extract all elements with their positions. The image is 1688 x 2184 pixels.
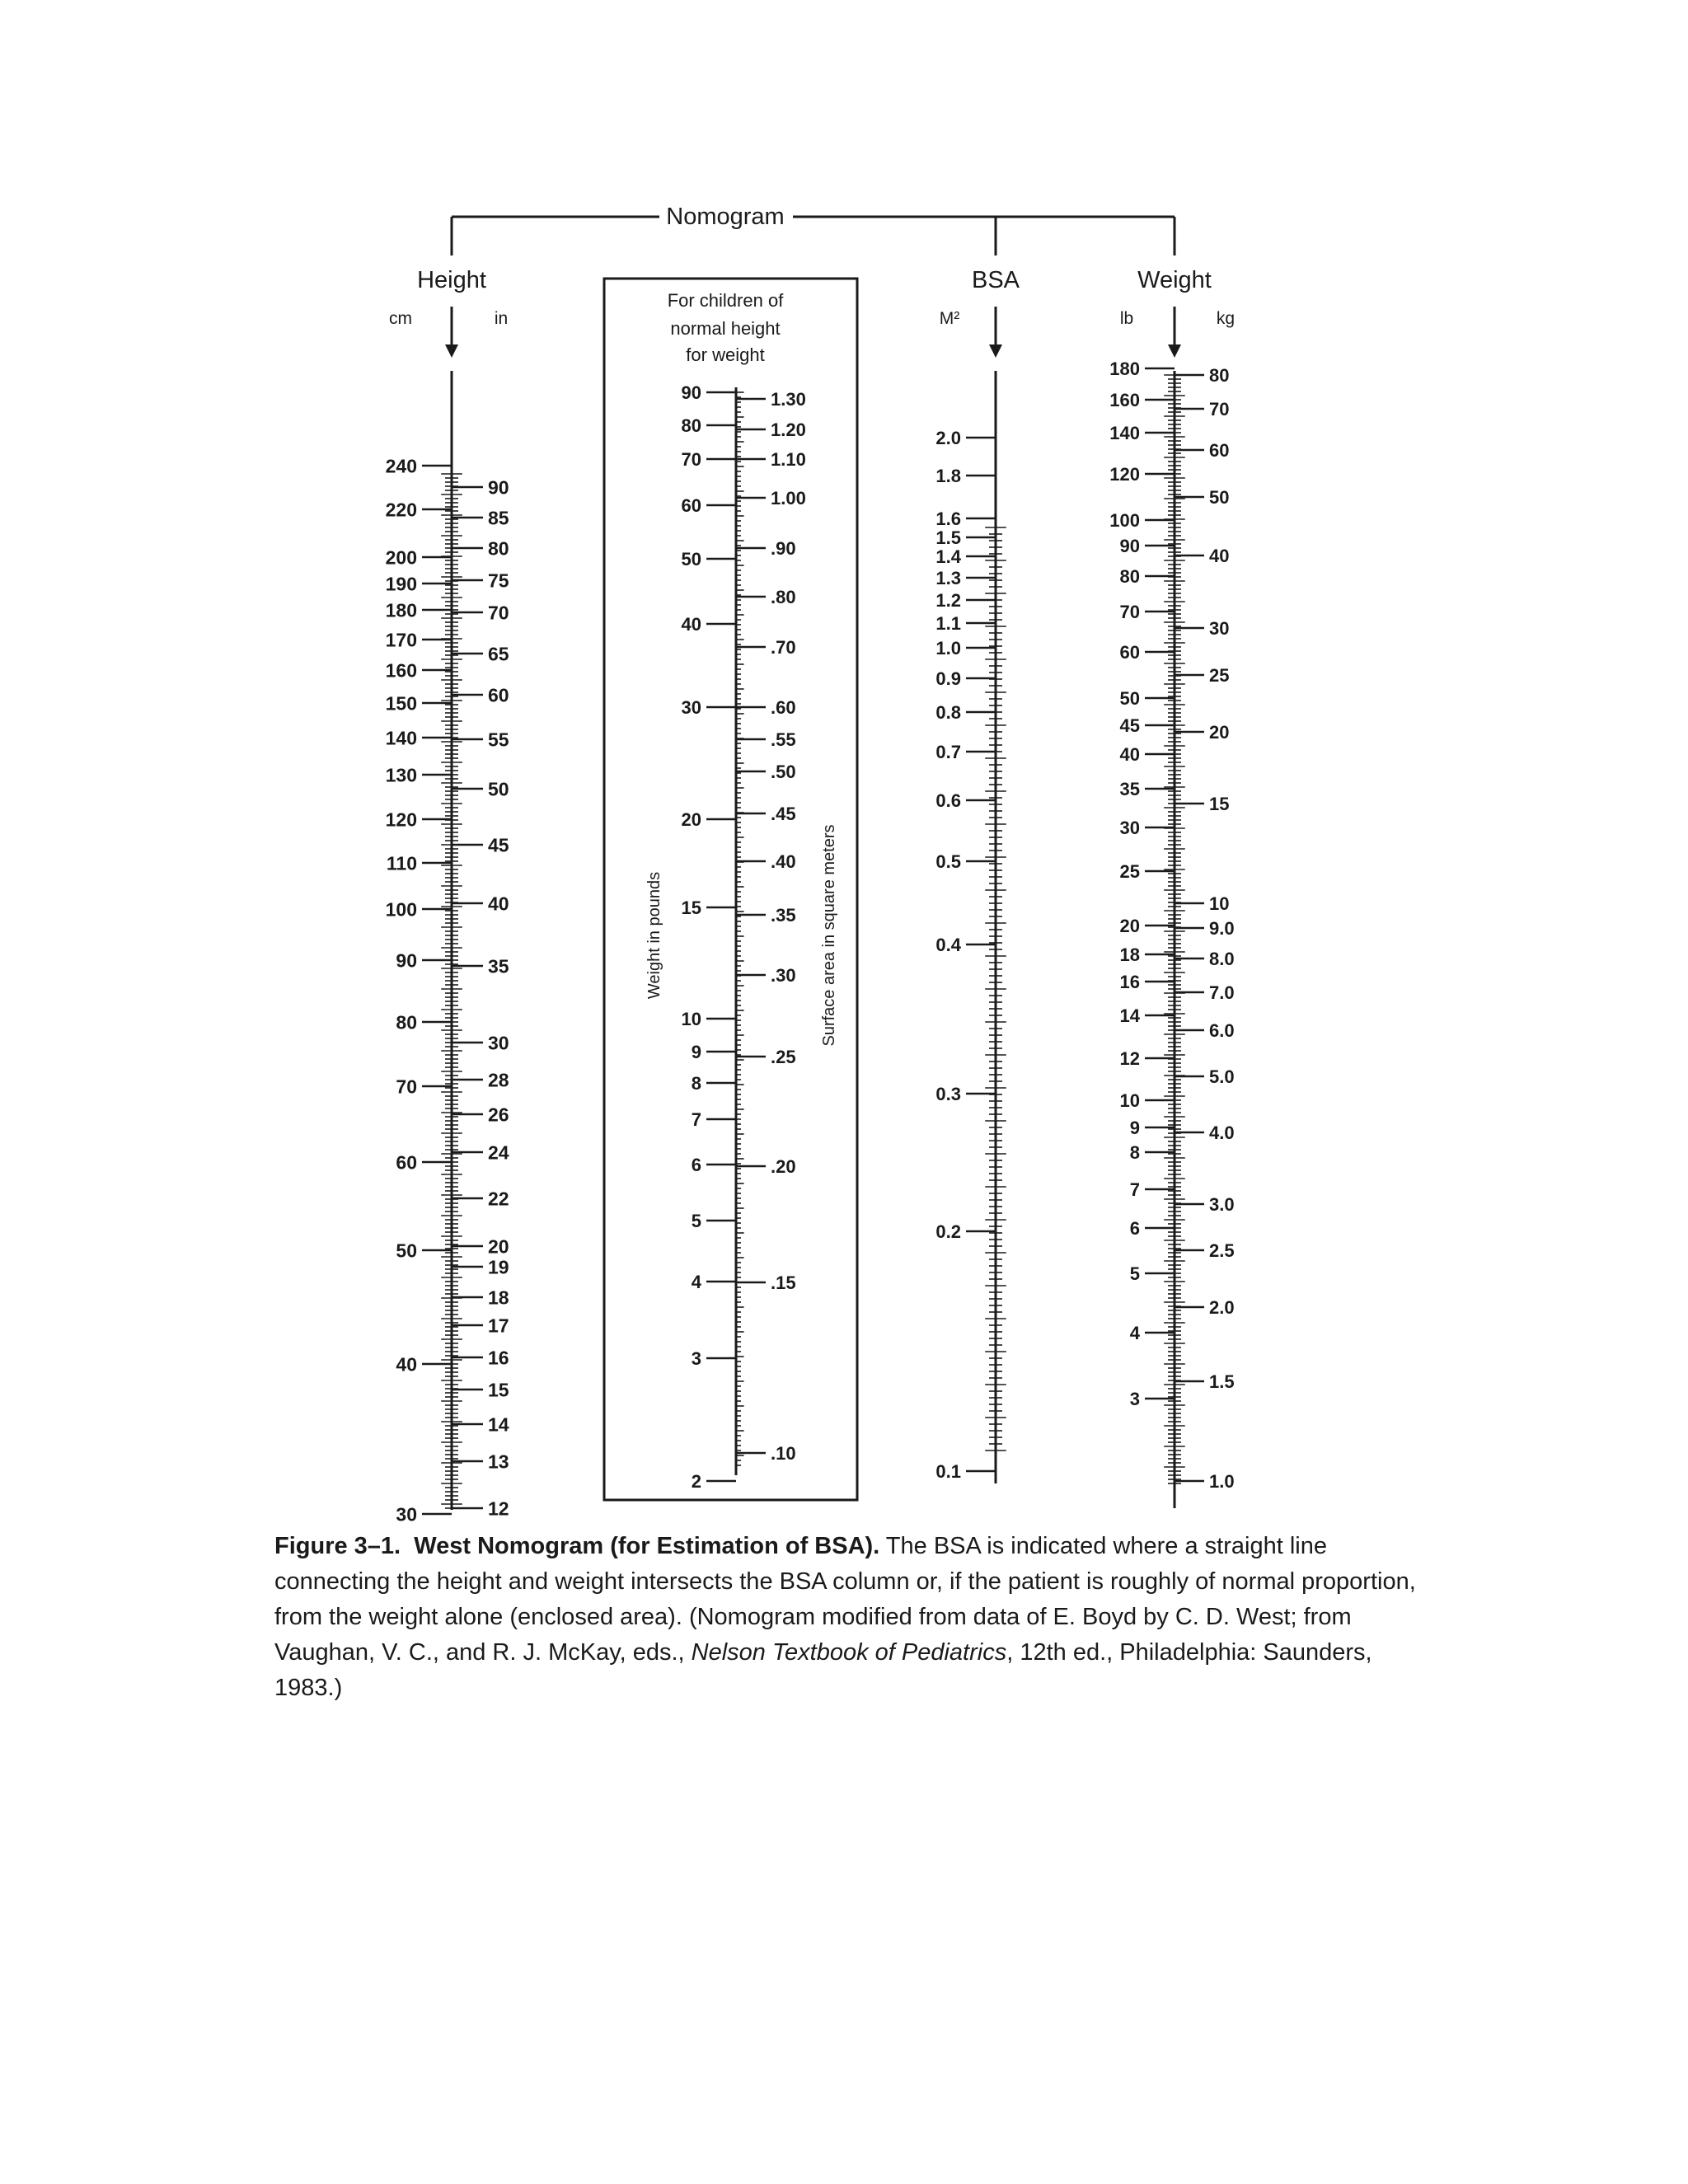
weight-kg-label: 9.0 <box>1209 917 1235 939</box>
height-cm-label: 170 <box>385 629 417 651</box>
bsa-label: 0.2 <box>935 1221 961 1242</box>
bsa-label: 1.0 <box>935 637 961 658</box>
children-m2-label: .70 <box>771 636 796 658</box>
bsa-label: 0.1 <box>935 1460 961 1482</box>
children-m2-label: .15 <box>771 1272 796 1293</box>
height-in-label: 55 <box>488 729 509 751</box>
children-m2-label: .10 <box>771 1442 796 1464</box>
bsa-label: 1.5 <box>935 527 961 548</box>
height-cm-label: 70 <box>396 1076 417 1098</box>
weight-lb-label: 9 <box>1129 1117 1140 1138</box>
height-in-label: 22 <box>488 1188 509 1210</box>
height-arrow-icon <box>445 307 458 358</box>
height-cm-label: 110 <box>386 852 417 874</box>
height-in-label: 28 <box>488 1069 509 1091</box>
weight-arrow-icon <box>1168 307 1181 358</box>
children-lb-label: 6 <box>691 1154 701 1175</box>
figure-caption <box>274 1529 1420 1706</box>
height-cm-label: 100 <box>385 898 417 921</box>
height-in-label: 50 <box>488 778 509 800</box>
weight-kg-label: 1.0 <box>1209 1470 1235 1492</box>
bsa-label: 2.0 <box>935 427 961 448</box>
weight-lb-label: 20 <box>1119 915 1140 936</box>
children-lb-label: 80 <box>681 415 701 436</box>
weight-in-pounds-label: Weight in pounds <box>645 871 663 1000</box>
children-m2-label: .35 <box>771 904 796 926</box>
children-m2-label: 1.10 <box>771 448 806 470</box>
weight-kg-label: 50 <box>1209 486 1230 508</box>
height-in-label: 17 <box>488 1315 509 1337</box>
bsa-arrow-icon <box>989 307 1002 358</box>
height-label: Height <box>417 267 486 293</box>
weight-kg-label: 1.5 <box>1209 1371 1235 1392</box>
bsa-label: 0.9 <box>935 668 961 689</box>
children-m2-label: .45 <box>771 803 796 824</box>
children-lb-label: 8 <box>691 1072 701 1094</box>
height-in-label: 20 <box>488 1235 509 1258</box>
weight-lb-label: 45 <box>1119 715 1140 736</box>
children-box-title-line-2: normal height <box>670 318 781 339</box>
height-cm-label: 50 <box>396 1240 417 1262</box>
height-cm-label: 30 <box>396 1503 417 1525</box>
weight-kg-label: 25 <box>1209 664 1230 686</box>
children-box-title-line-3: for weight <box>686 344 765 365</box>
bsa-label: 1.6 <box>935 508 961 529</box>
weight-kg-label: 80 <box>1209 364 1230 386</box>
weight-lb-label: 70 <box>1119 601 1140 622</box>
bsa-label: 0.4 <box>935 934 961 955</box>
weight-lb-label: 90 <box>1119 535 1140 556</box>
weight-kg-unit: kg <box>1216 309 1236 328</box>
bsa-label: 0.5 <box>935 851 961 872</box>
height-cm-label: 150 <box>385 692 417 715</box>
bsa-label: 0.6 <box>935 790 961 811</box>
bsa-label: BSA <box>971 267 1020 293</box>
weight-lb-label: 35 <box>1119 778 1140 799</box>
children-m2-label: 1.00 <box>771 487 806 509</box>
weight-lb-label: 40 <box>1119 743 1140 765</box>
figure-number: Figure 3–1. <box>274 1533 401 1559</box>
children-lb-label: 4 <box>691 1271 701 1292</box>
children-lb-label: 30 <box>681 696 701 718</box>
weight-lb-label: 6 <box>1129 1217 1140 1239</box>
children-m2-label: .20 <box>771 1155 796 1177</box>
figure-title: West Nomogram (for Estimation of BSA). <box>414 1533 880 1559</box>
weight-lb-label: 8 <box>1129 1141 1140 1163</box>
height-cm-label: 220 <box>385 499 417 521</box>
children-m2-label: 1.20 <box>771 419 806 440</box>
caption-text-1: The BSA is indicated where a straight line connecting the height and weight intersects the BSA column or, if the patient is roughly of normal proportion, from the weight alone (enclosed area). (Nomogram modified from data of E. Boyd by C. D. West; from Vaughan, V. C., and R. J. McKay, eds., <box>274 1533 1416 1666</box>
weight-lb-label: 12 <box>1119 1047 1140 1069</box>
weight-lb-label: 100 <box>1109 509 1140 531</box>
weight-kg-label: 2.5 <box>1209 1240 1235 1261</box>
nomogram-title: Nomogram <box>666 204 785 230</box>
children-m2-label: .55 <box>771 729 796 750</box>
height-in-label: 18 <box>488 1286 509 1309</box>
children-lb-label: 40 <box>681 613 701 635</box>
weight-kg-label: 30 <box>1209 617 1230 639</box>
children-m2-label: .90 <box>771 537 796 559</box>
bsa-label: 1.3 <box>935 567 961 588</box>
children-m2-label: .50 <box>771 761 796 782</box>
children-m2-label: 1.30 <box>771 388 806 410</box>
bsa-unit: M² <box>939 309 960 328</box>
height-cm-label: 80 <box>396 1011 417 1033</box>
height-in-label: 40 <box>488 893 509 915</box>
children-m2-label: .60 <box>771 696 796 718</box>
children-lb-label: 10 <box>681 1008 701 1029</box>
weight-kg-label: 8.0 <box>1209 948 1235 969</box>
surface-area-label: Surface area in square meters <box>820 824 838 1047</box>
children-box-title-line-1: For children of <box>667 290 784 311</box>
height-cm-label: 40 <box>396 1353 417 1376</box>
bsa-label: 0.8 <box>935 701 961 723</box>
caption-text-2: , 12th ed., Philadelphia: Saunders, 1983.) <box>274 1639 1372 1701</box>
weight-lb-label: 25 <box>1119 860 1140 882</box>
weight-lb-label: 50 <box>1119 687 1140 709</box>
weight-lb-label: 60 <box>1119 641 1140 663</box>
weight-lb-label: 10 <box>1119 1090 1140 1111</box>
weight-kg-label: 70 <box>1209 398 1230 419</box>
height-in-label: 80 <box>488 537 509 560</box>
height-cm-label: 160 <box>385 659 417 682</box>
height-in-label: 13 <box>488 1451 509 1473</box>
height-in-label: 70 <box>488 602 509 624</box>
weight-lb-label: 5 <box>1129 1263 1140 1284</box>
weight-lb-label: 14 <box>1119 1005 1140 1026</box>
children-m2-label: .25 <box>771 1046 796 1067</box>
height-in-label: 19 <box>488 1256 509 1278</box>
height-cm-label: 240 <box>385 455 417 477</box>
children-m2-label: .40 <box>771 851 796 872</box>
children-lb-label: 2 <box>691 1470 701 1492</box>
children-m2-label: .30 <box>771 964 796 986</box>
weight-lb-label: 18 <box>1119 944 1140 965</box>
weight-kg-label: 20 <box>1209 721 1230 743</box>
weight-kg-label: 7.0 <box>1209 982 1235 1003</box>
caption-book-title: Nelson Textbook of Pediatrics <box>691 1639 1007 1666</box>
children-lb-label: 60 <box>681 494 701 516</box>
weight-kg-label: 10 <box>1209 893 1230 914</box>
weight-lb-label: 4 <box>1129 1322 1140 1343</box>
bsa-label: 1.8 <box>935 465 961 486</box>
height-cm-label: 120 <box>385 808 417 831</box>
height-in-label: 16 <box>488 1347 509 1369</box>
children-lb-label: 7 <box>691 1108 701 1130</box>
children-lb-label: 90 <box>681 382 701 403</box>
height-in-label: 60 <box>488 684 509 706</box>
height-cm-label: 190 <box>385 573 417 595</box>
weight-lb-label: 30 <box>1119 817 1140 838</box>
height-in-label: 90 <box>488 476 509 499</box>
height-in-label: 75 <box>488 569 509 592</box>
height-in-label: 45 <box>488 834 509 856</box>
height-in-label: 85 <box>488 507 509 529</box>
weight-lb-unit: lb <box>1119 309 1134 328</box>
weight-lb-label: 3 <box>1129 1388 1140 1409</box>
height-cm-label: 130 <box>385 764 417 786</box>
weight-lb-label: 120 <box>1109 463 1140 485</box>
height-in-label: 12 <box>488 1497 509 1520</box>
bsa-label: 1.2 <box>935 589 961 611</box>
height-in-label: 35 <box>488 955 509 977</box>
height-in-label: 15 <box>488 1379 509 1401</box>
weight-lb-label: 180 <box>1109 358 1140 379</box>
weight-lb-label: 7 <box>1129 1179 1140 1200</box>
weight-kg-label: 2.0 <box>1209 1296 1235 1318</box>
height-cm-unit: cm <box>389 309 412 328</box>
height-cm-label: 90 <box>396 949 417 972</box>
weight-kg-label: 60 <box>1209 439 1230 461</box>
weight-lb-label: 16 <box>1119 971 1140 992</box>
weight-kg-label: 6.0 <box>1209 1019 1235 1041</box>
children-lb-label: 70 <box>681 448 701 470</box>
children-lb-label: 5 <box>691 1210 701 1231</box>
children-box <box>604 279 857 1500</box>
height-in-label: 65 <box>488 643 509 665</box>
children-lb-label: 50 <box>681 548 701 569</box>
children-lb-label: 9 <box>691 1041 701 1062</box>
height-in-label: 30 <box>488 1032 509 1054</box>
bsa-label: 0.3 <box>935 1083 961 1104</box>
children-lb-label: 20 <box>681 808 701 830</box>
height-in-label: 26 <box>488 1104 509 1126</box>
height-cm-label: 60 <box>396 1151 417 1174</box>
weight-lb-label: 80 <box>1119 565 1140 587</box>
children-lb-label: 15 <box>681 897 701 918</box>
children-m2-label: .80 <box>771 586 796 607</box>
height-in-unit: in <box>494 309 509 328</box>
height-cm-label: 180 <box>385 599 417 621</box>
weight-kg-label: 15 <box>1209 793 1230 814</box>
children-lb-label: 3 <box>691 1347 701 1369</box>
height-cm-label: 140 <box>385 727 417 749</box>
nomogram-bracket <box>452 217 1175 255</box>
weight-lb-label: 140 <box>1109 422 1140 443</box>
weight-label: Weight <box>1137 267 1212 293</box>
height-in-label: 14 <box>488 1413 509 1436</box>
height-in-label: 24 <box>488 1141 509 1164</box>
weight-kg-label: 3.0 <box>1209 1193 1235 1215</box>
bsa-label: 0.7 <box>935 741 961 762</box>
height-cm-label: 200 <box>385 546 417 569</box>
weight-kg-label: 5.0 <box>1209 1066 1235 1087</box>
bsa-label: 1.1 <box>935 612 961 634</box>
weight-lb-label: 160 <box>1109 389 1140 410</box>
weight-kg-label: 40 <box>1209 545 1230 566</box>
bsa-label: 1.4 <box>935 546 961 567</box>
weight-kg-label: 4.0 <box>1209 1122 1235 1143</box>
